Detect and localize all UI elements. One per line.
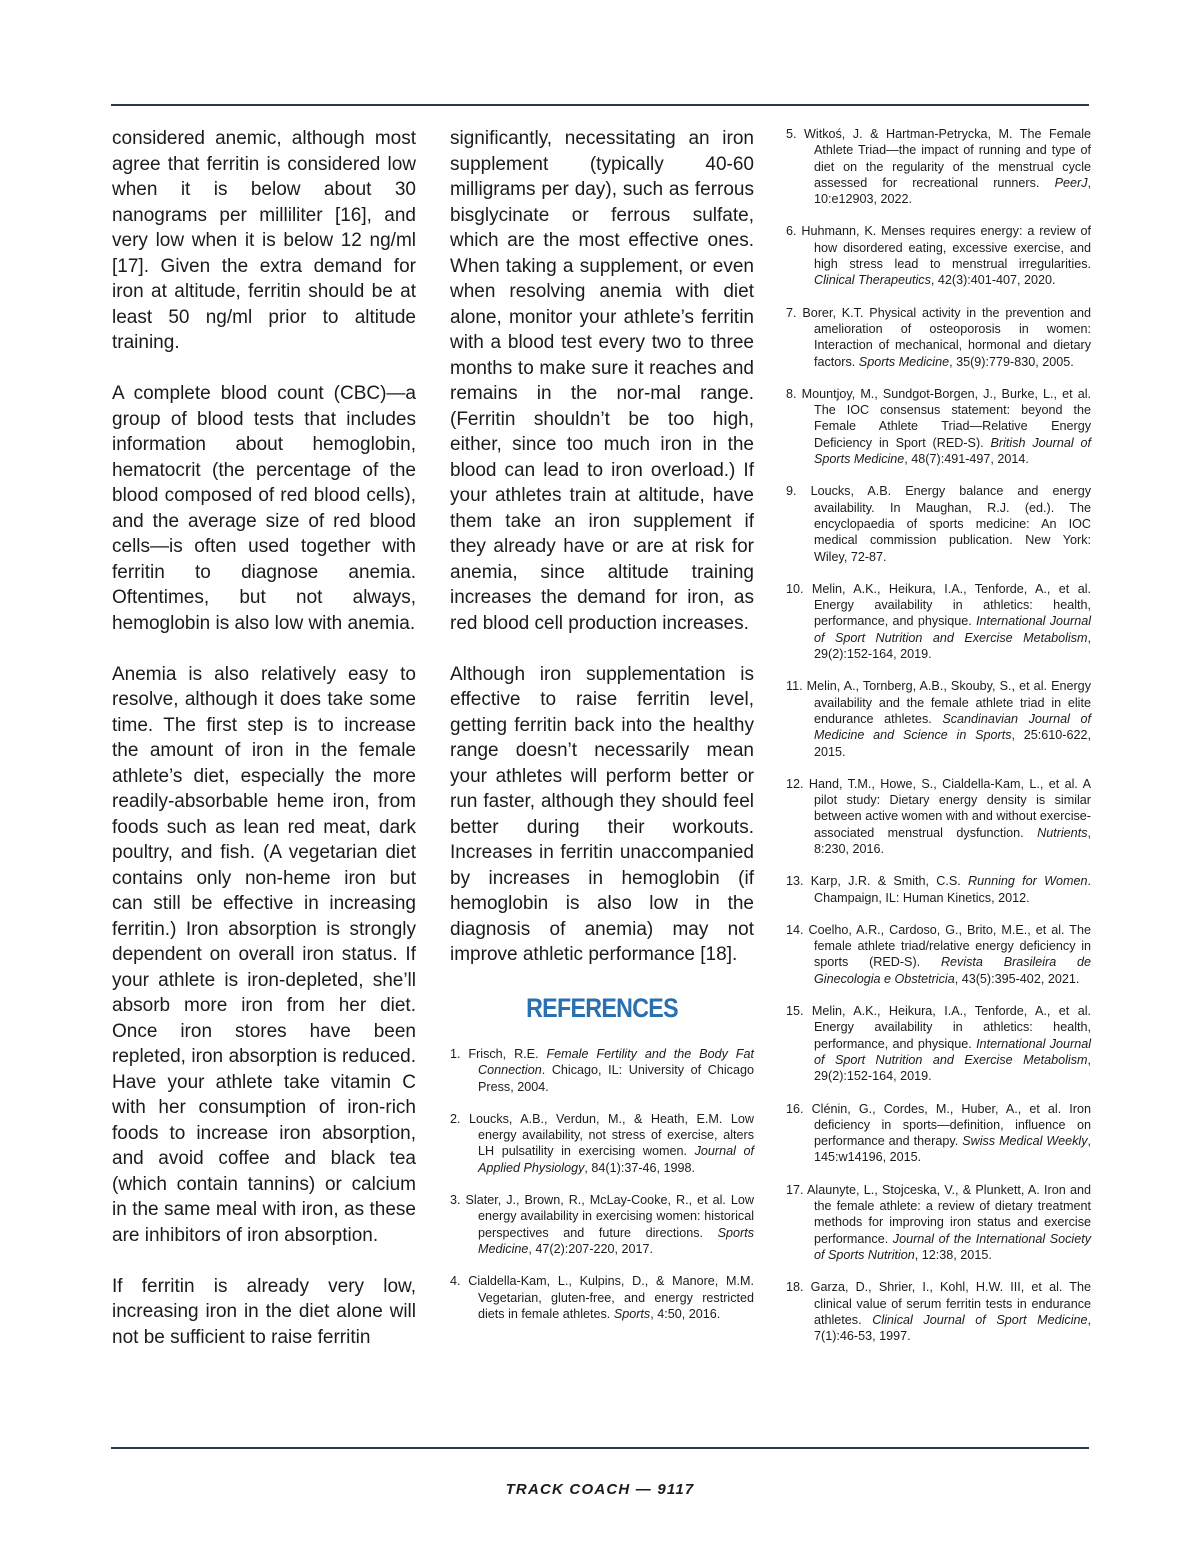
reference-item: 9. Loucks, A.B. Energy balance and energy availability. In Maughan, R.J. (ed.). The encyclopaedia of sports medicine: An IOC medical commission publication. New York: Wiley, 72-87. bbox=[786, 484, 1091, 564]
reference-item: 3. Slater, J., Brown, R., McLay-Cooke, R., et al. Low energy availability in exercising women: historical perspectives and future directions. Sports Medicine, 47(2):207-220, 2017. bbox=[450, 1193, 754, 1256]
reference-item: 1. Frisch, R.E. Female Fertility and the Body Fat Connection. Chicago, IL: University of Chicago Press, 2004. bbox=[450, 1047, 754, 1094]
reference-item: 16. Clénin, G., Cordes, M., Huber, A., et al. Iron deficiency in sports—definition, influence on performance and therapy. Swiss Medical Weekly, 145:w14196, 2015. bbox=[786, 1101, 1091, 1165]
paragraph: Anemia is also relatively easy to resolve, although it does take some time. The first step is to increase the amount of iron in the female athlete’s diet, especially the more readily-absorbable heme iron, from foods such as lean red meat, dark poultry, and fish. (A vegetarian diet contains only non-heme iron but can still be effective in increasing ferritin.) Iron absorption is strongly dependent on overall iron status. If your athlete is iron-depleted, she’ll absorb more iron from her diet. Once iron stores have been repleted, iron absorption is reduced. Have your athlete take vitamin C with her consumption of iron-rich foods to increase iron absorption, and avoid coffee and black tea (which contain tannins) or calcium in the same meal with iron, as these are inhibitors of iron absorption. bbox=[112, 663, 416, 1246]
references-heading: REFERENCES bbox=[526, 993, 678, 1023]
reference-item: 15. Melin, A.K., Heikura, I.A., Tenforde, A., et al. Energy availability in athletics: health, performance, and physique. International Journal of Sport Nutrition and Exercise Metabolism, 29(2):152-164, 2019. bbox=[786, 1004, 1091, 1084]
references-list-part-2 bbox=[786, 126, 1091, 1360]
top-rule bbox=[111, 104, 1089, 106]
reference-item: 2. Loucks, A.B., Verdun, M., & Heath, E.M. Low energy availability, not stress of exercise, alters LH pulsatility in exercising women. Journal of Applied Physiology, 84(1):37-46, 1998. bbox=[450, 1111, 755, 1175]
article-column-1 bbox=[112, 126, 416, 1376]
article-column-2 bbox=[450, 126, 754, 1338]
reference-item: 14. Coelho, A.R., Cardoso, G., Brito, M.E., et al. The female athlete triad/relative energy deficiency in sports (RED-S). Revista Brasileira de Ginecologia e Obstetricia, 43(5):395-402, 2021. bbox=[786, 922, 1091, 986]
reference-item: 18. Garza, D., Shrier, I., Kohl, H.W. III, et al. The clinical value of serum ferritin tests in endurance athletes. Clinical Journal of Sport Medicine, 7(1):46-53, 1997. bbox=[786, 1280, 1092, 1344]
reference-item: 4. Cialdella-Kam, L., Kulpins, D., & Manore, M.M. Vegetarian, gluten-free, and energy restricted diets in female athletes. Sports, 4:50, 2016. bbox=[450, 1274, 754, 1321]
reference-item: 5. Witkoś, J. & Hartman-Petrycka, M. The Female Athlete Triad—the impact of running and type of diet on the regularity of the menstrual cycle assessed for recreational runners. PeerJ, 10:e12903, 2022. bbox=[786, 127, 1091, 207]
paragraph: A complete blood count (CBC)—a group of blood tests that includes information about hemoglobin, hematocrit (the percentage of the blood composed of red blood cells), and the average size of red blood cells—is often used together with ferritin to diagnose anemia. Oftentimes, but not always, hemoglobin is also low with anemia. bbox=[112, 383, 416, 634]
reference-item: 10. Melin, A.K., Heikura, I.A., Tenforde, A., et al. Energy availability in athletics: health, performance, and physique. International Journal of Sport Nutrition and Exercise Metabolism, 29(2):152-164, 2019. bbox=[786, 581, 1091, 662]
reference-item: 8. Mountjoy, M., Sundgot-Borgen, J., Burke, L., et al. The IOC consensus statement: beyond the Female Athlete Triad—Relative Energy Deficiency in Sport (RED-S). British Journal of Sports Medicine, 48(7):491-497, 2014. bbox=[786, 386, 1092, 467]
bottom-rule bbox=[111, 1447, 1089, 1449]
reference-item: 17. Alaunyte, L., Stojceska, V., & Plunkett, A. Iron and the female athlete: a review of dietary treatment methods for improving iron status and exercise performance. Journal of the International Society of Sports Nutrition, 12:38, 2015. bbox=[786, 1182, 1091, 1262]
reference-item: 13. Karp, J.R. & Smith, C.S. Running for Women. Champaign, IL: Human Kinetics, 2012. bbox=[786, 874, 1091, 905]
paragraph: significantly, necessitating an iron supplement (typically 40-60 milligrams per day), such as ferrous bisglycinate or ferrous sulfate, which are the most effective ones. When taking a supplement, or even when resolving anemia with diet alone, monitor your athlete’s ferritin with a blood test every two to three months to make sure it reaches and remains in the nor-mal range. (Ferritin shouldn’t be too high, either, since too much iron in the blood can lead to iron overload.) If your athletes train at altitude, have them take an iron supplement if they already have or are at risk for anemia, since altitude training increases the demand for iron, as red blood cell production increases. bbox=[450, 128, 754, 634]
reference-item: 7. Borer, K.T. Physical activity in the prevention and amelioration of osteoporosis in women: Interaction of mechanical, hormonal and dietary factors. Sports Medicine, 35(9):779-830, 2005. bbox=[786, 305, 1091, 369]
reference-item: 6. Huhmann, K. Menses requires energy: a review of how disordered eating, excessive exercise, and high stress lead to menstrual irregularities. Clinical Therapeutics, 42(3):401-407, 2020. bbox=[786, 224, 1091, 288]
paragraph: Although iron supplementation is effective to raise ferritin level, getting ferritin back into the healthy range doesn’t necessarily mean your athletes will perform better or run faster, although they should feel better during their workouts. Increases in ferritin unaccompanied by increases in hemoglobin (if hemoglobin is also low in the diagnosis of anemia) may not improve athletic performance [18]. bbox=[450, 663, 754, 965]
paragraph: If ferritin is already very low, increasing iron in the diet alone will not be sufficient to raise ferritin bbox=[112, 1275, 416, 1348]
reference-item: 12. Hand, T.M., Howe, S., Cialdella-Kam, L., et al. A pilot study: Dietary energy density is similar between active women with and without exercise-associated menstrual dysfunction. Nutrients, 8:230, 2016. bbox=[786, 776, 1091, 856]
paragraph: considered anemic, although most agree that ferritin is considered low when it is below about 30 nanograms per milliliter [16], and very low when it is below 12 ng/ml [17]. Given the extra demand for iron at altitude, ferritin should be at least 50 ng/ml prior to altitude training. bbox=[112, 128, 416, 353]
references-list-part-1 bbox=[450, 1046, 754, 1322]
page-footer: TRACK COACH — 9117 bbox=[505, 1481, 695, 1498]
reference-item: 11. Melin, A., Tornberg, A.B., Skouby, S., et al. Energy availability and the female athlete triad in elite endurance athletes. Scandinavian Journal of Medicine and Science in Sports, 25:610-622, 2015. bbox=[786, 679, 1091, 759]
